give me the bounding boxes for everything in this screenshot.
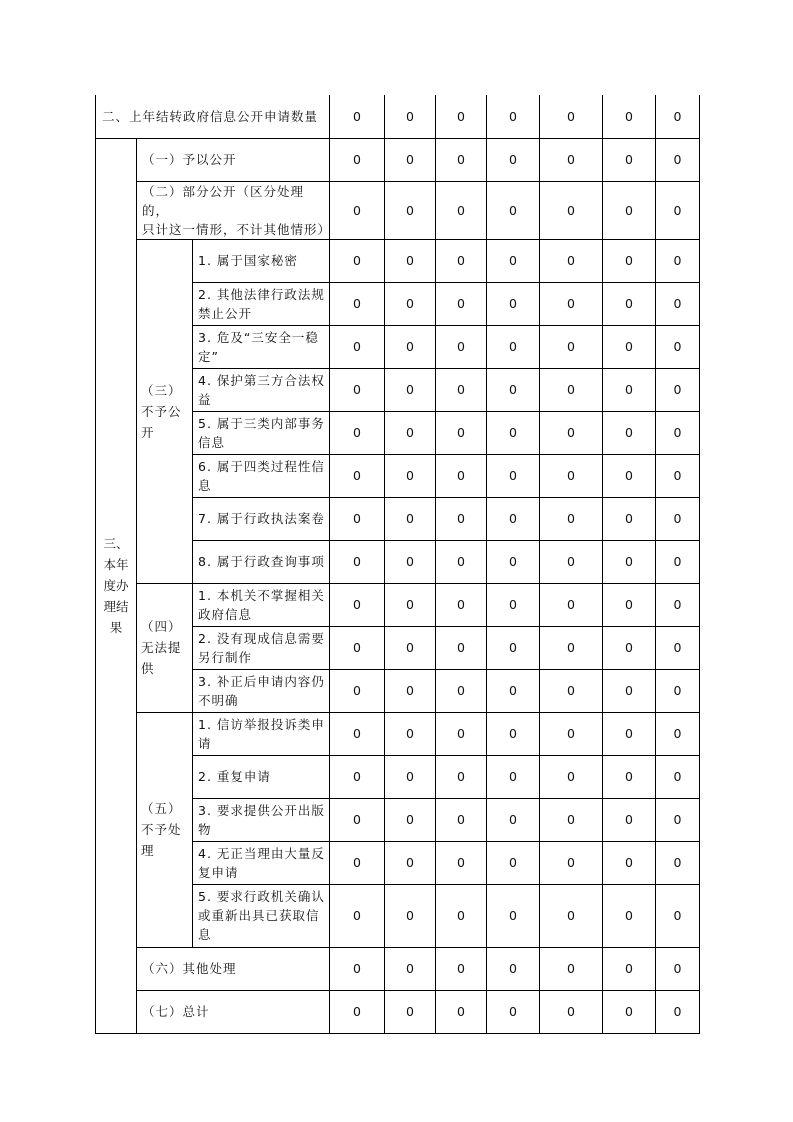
section2-label: 二、上年结转政府信息公开申请数量: [96, 95, 330, 138]
value-cell: 0: [436, 368, 487, 411]
item-label: [193, 411, 330, 454]
item-label: [193, 669, 330, 712]
item-label-line: 或重新出具已获取信: [198, 908, 320, 923]
item-label-line: 3. 补正后申请内容仍: [198, 673, 325, 689]
value-cell: 0: [540, 138, 603, 181]
value-cell: 0: [436, 669, 487, 712]
value-cell: 0: [603, 411, 656, 454]
value-cell: 0: [385, 411, 436, 454]
value-cell: 0: [487, 368, 540, 411]
value-cell: 0: [656, 990, 700, 1033]
value-cell: 0: [385, 239, 436, 282]
value-cell: 0: [385, 282, 436, 325]
value-cell: 0: [656, 138, 700, 181]
value-cell: 0: [487, 454, 540, 497]
value-cell: 0: [436, 583, 487, 626]
value-cell: 0: [540, 841, 603, 884]
value-cell: 0: [330, 990, 385, 1033]
value-cell: 0: [330, 841, 385, 884]
value-cell: 0: [540, 95, 603, 138]
item-label-line: 另行制作: [198, 649, 253, 665]
value-cell: 0: [540, 368, 603, 411]
value-cell: 0: [385, 540, 436, 583]
value-cell: 0: [436, 841, 487, 884]
value-cell: 0: [487, 626, 540, 669]
item-label: [193, 239, 330, 282]
value-cell: 0: [540, 884, 603, 947]
value-cell: 0: [603, 368, 656, 411]
value-cell: 0: [603, 755, 656, 798]
value-cell: 0: [603, 540, 656, 583]
value-cell: 0: [436, 239, 487, 282]
value-cell: 0: [540, 712, 603, 755]
value-cell: 0: [385, 325, 436, 368]
value-cell: 0: [540, 411, 603, 454]
g3-label-line: 开: [141, 424, 155, 440]
g4-label: [137, 583, 193, 712]
item-label: [193, 325, 330, 368]
value-cell: 0: [385, 990, 436, 1033]
value-cell: 0: [385, 95, 436, 138]
value-cell: 0: [540, 181, 603, 239]
table-row: [96, 712, 700, 755]
section3-label-line: 三、: [103, 536, 129, 551]
table-row-g7: [96, 990, 700, 1033]
value-cell: 0: [540, 947, 603, 990]
value-cell: 0: [487, 411, 540, 454]
value-cell: 0: [540, 669, 603, 712]
value-cell: 0: [487, 497, 540, 540]
value-cell: 0: [436, 454, 487, 497]
value-cell: 0: [385, 497, 436, 540]
value-cell: 0: [436, 282, 487, 325]
g4-label-line: 无法提: [141, 640, 182, 655]
value-cell: 0: [540, 798, 603, 841]
item-label-line: 息: [198, 477, 212, 493]
item-label: [193, 626, 330, 669]
value-cell: 0: [330, 712, 385, 755]
value-cell: 0: [330, 454, 385, 497]
section3-label-line: 理结: [103, 599, 129, 614]
g4-label-line: （四）: [141, 619, 182, 634]
item-label-line: 物: [198, 821, 212, 837]
value-cell: 0: [487, 239, 540, 282]
value-cell: 0: [656, 947, 700, 990]
item-label-line: 政府信息: [198, 606, 253, 622]
table-row-section2: [96, 95, 700, 138]
table-row-g1: [96, 138, 700, 181]
g2-label: [137, 181, 330, 239]
value-cell: 0: [540, 239, 603, 282]
section3-label-line: 本年: [103, 557, 129, 572]
item-label-line: 信息: [198, 434, 226, 450]
value-cell: 0: [385, 454, 436, 497]
g5-label: [137, 712, 193, 947]
value-cell: 0: [385, 755, 436, 798]
value-cell: 0: [656, 95, 700, 138]
table-row-g2: [96, 181, 700, 239]
g5-label-line: （五）: [141, 801, 182, 816]
value-cell: 0: [603, 181, 656, 239]
item-label-line: 4. 保护第三方合法权: [198, 372, 325, 388]
item-label: [193, 368, 330, 411]
value-cell: 0: [487, 95, 540, 138]
value-cell: 0: [487, 990, 540, 1033]
value-cell: 0: [330, 368, 385, 411]
item-label-line: 1. 信访举报投诉类申: [198, 716, 325, 732]
value-cell: 0: [385, 884, 436, 947]
item-label-line: 益: [198, 391, 212, 407]
value-cell: 0: [436, 947, 487, 990]
item-label-line: 5. 属于三类内部事务: [198, 415, 325, 431]
value-cell: 0: [603, 990, 656, 1033]
value-cell: 0: [540, 990, 603, 1033]
value-cell: 0: [656, 540, 700, 583]
item-label-line: 3. 危及“三安全一稳: [198, 329, 319, 345]
value-cell: 0: [385, 138, 436, 181]
value-cell: 0: [487, 712, 540, 755]
value-cell: 0: [385, 669, 436, 712]
value-cell: 0: [436, 497, 487, 540]
value-cell: 0: [436, 990, 487, 1033]
value-cell: 0: [436, 798, 487, 841]
value-cell: 0: [436, 138, 487, 181]
table-row: [96, 583, 700, 626]
value-cell: 0: [603, 325, 656, 368]
item-label: [193, 798, 330, 841]
value-cell: 0: [330, 325, 385, 368]
item-label-line: 5. 要求行政机关确认: [198, 889, 325, 904]
table-row: [96, 239, 700, 282]
g3-label-line: 不予公: [141, 403, 182, 419]
table-row-g6: [96, 947, 700, 990]
value-cell: 0: [330, 755, 385, 798]
g5-label-line: 不予处: [141, 822, 182, 837]
value-cell: 0: [436, 95, 487, 138]
item-label: [193, 712, 330, 755]
item-label: [193, 755, 330, 798]
value-cell: 0: [330, 884, 385, 947]
value-cell: 0: [603, 454, 656, 497]
item-label: [193, 454, 330, 497]
g1-label: （一）予以公开: [137, 138, 330, 181]
value-cell: 0: [656, 712, 700, 755]
value-cell: 0: [603, 798, 656, 841]
value-cell: 0: [330, 798, 385, 841]
item-label: [193, 497, 330, 540]
value-cell: 0: [540, 325, 603, 368]
value-cell: 0: [385, 947, 436, 990]
value-cell: 0: [330, 282, 385, 325]
value-cell: 0: [540, 755, 603, 798]
value-cell: 0: [487, 583, 540, 626]
value-cell: 0: [603, 884, 656, 947]
value-cell: 0: [436, 411, 487, 454]
item-label-line: 息: [198, 927, 212, 942]
item-label-line: 3. 要求提供公开出版: [198, 802, 325, 818]
value-cell: 0: [385, 368, 436, 411]
value-cell: 0: [603, 841, 656, 884]
item-label-line: 请: [198, 735, 212, 751]
value-cell: 0: [385, 712, 436, 755]
value-cell: 0: [436, 181, 487, 239]
value-cell: 0: [436, 626, 487, 669]
value-cell: 0: [603, 239, 656, 282]
value-cell: 0: [487, 755, 540, 798]
item-label: [193, 540, 330, 583]
item-label-line: 不明确: [198, 692, 239, 708]
value-cell: 0: [487, 884, 540, 947]
g7-label: （七）总计: [137, 990, 330, 1033]
value-cell: 0: [603, 95, 656, 138]
value-cell: 0: [487, 669, 540, 712]
value-cell: 0: [603, 497, 656, 540]
value-cell: 0: [656, 669, 700, 712]
statistics-table: [95, 95, 700, 1034]
value-cell: 0: [603, 947, 656, 990]
value-cell: 0: [330, 497, 385, 540]
value-cell: 0: [385, 841, 436, 884]
g2-label-line: （二）部分公开（区分处理的，: [142, 183, 305, 218]
value-cell: 0: [656, 181, 700, 239]
item-label-line: 6. 属于四类过程性信: [198, 458, 325, 474]
item-label-line: 禁止公开: [198, 305, 253, 321]
value-cell: 0: [656, 841, 700, 884]
g4-label-line: 供: [141, 661, 155, 676]
value-cell: 0: [330, 181, 385, 239]
item-label-line: 1. 本机关不掌握相关: [198, 587, 325, 603]
item-label-line: 7. 属于行政执法案卷: [198, 511, 325, 526]
section3-label: [96, 138, 137, 1033]
value-cell: 0: [656, 755, 700, 798]
value-cell: 0: [330, 95, 385, 138]
item-label: [193, 841, 330, 884]
value-cell: 0: [330, 947, 385, 990]
value-cell: 0: [540, 282, 603, 325]
value-cell: 0: [487, 282, 540, 325]
value-cell: 0: [540, 626, 603, 669]
value-cell: 0: [487, 947, 540, 990]
g3-label: [137, 239, 193, 583]
value-cell: 0: [330, 540, 385, 583]
item-label-line: 1. 属于国家秘密: [198, 253, 298, 268]
item-label-line: 定”: [198, 348, 219, 364]
value-cell: 0: [540, 540, 603, 583]
value-cell: 0: [487, 138, 540, 181]
value-cell: 0: [385, 798, 436, 841]
g6-label: （六）其他处理: [137, 947, 330, 990]
item-label-line: 8. 属于行政查询事项: [198, 554, 325, 569]
section3-label-line: 度办: [103, 578, 129, 593]
value-cell: 0: [330, 669, 385, 712]
g3-label-line: （三）: [141, 382, 182, 398]
value-cell: 0: [436, 712, 487, 755]
value-cell: 0: [436, 540, 487, 583]
value-cell: 0: [385, 626, 436, 669]
value-cell: 0: [656, 239, 700, 282]
item-label-line: 2. 重复申请: [198, 769, 271, 784]
item-label: [193, 884, 330, 947]
section3-label-line: 果: [109, 620, 123, 635]
value-cell: 0: [436, 755, 487, 798]
value-cell: 0: [656, 454, 700, 497]
value-cell: 0: [487, 181, 540, 239]
value-cell: 0: [656, 583, 700, 626]
value-cell: 0: [656, 282, 700, 325]
value-cell: 0: [436, 325, 487, 368]
value-cell: 0: [603, 712, 656, 755]
item-label-line: 2. 没有现成信息需要: [198, 630, 325, 646]
value-cell: 0: [385, 181, 436, 239]
value-cell: 0: [656, 325, 700, 368]
item-label-line: 2. 其他法律行政法规: [198, 286, 325, 302]
value-cell: 0: [603, 626, 656, 669]
item-label: [193, 583, 330, 626]
value-cell: 0: [385, 583, 436, 626]
value-cell: 0: [330, 626, 385, 669]
value-cell: 0: [330, 583, 385, 626]
value-cell: 0: [436, 884, 487, 947]
value-cell: 0: [487, 325, 540, 368]
value-cell: 0: [656, 798, 700, 841]
value-cell: 0: [330, 138, 385, 181]
value-cell: 0: [487, 841, 540, 884]
value-cell: 0: [656, 368, 700, 411]
value-cell: 0: [330, 411, 385, 454]
value-cell: 0: [603, 583, 656, 626]
g2-label-line: 只计这一情形，不计其他情形）: [142, 221, 332, 237]
value-cell: 0: [540, 583, 603, 626]
item-label-line: 4. 无正当理由大量反: [198, 845, 325, 861]
value-cell: 0: [603, 669, 656, 712]
g5-label-line: 理: [141, 843, 155, 858]
value-cell: 0: [656, 884, 700, 947]
value-cell: 0: [540, 497, 603, 540]
value-cell: 0: [487, 540, 540, 583]
value-cell: 0: [603, 138, 656, 181]
item-label-line: 复申请: [198, 864, 239, 880]
value-cell: 0: [656, 626, 700, 669]
value-cell: 0: [603, 282, 656, 325]
item-label: [193, 282, 330, 325]
value-cell: 0: [656, 411, 700, 454]
value-cell: 0: [540, 454, 603, 497]
value-cell: 0: [487, 798, 540, 841]
value-cell: 0: [656, 497, 700, 540]
value-cell: 0: [330, 239, 385, 282]
